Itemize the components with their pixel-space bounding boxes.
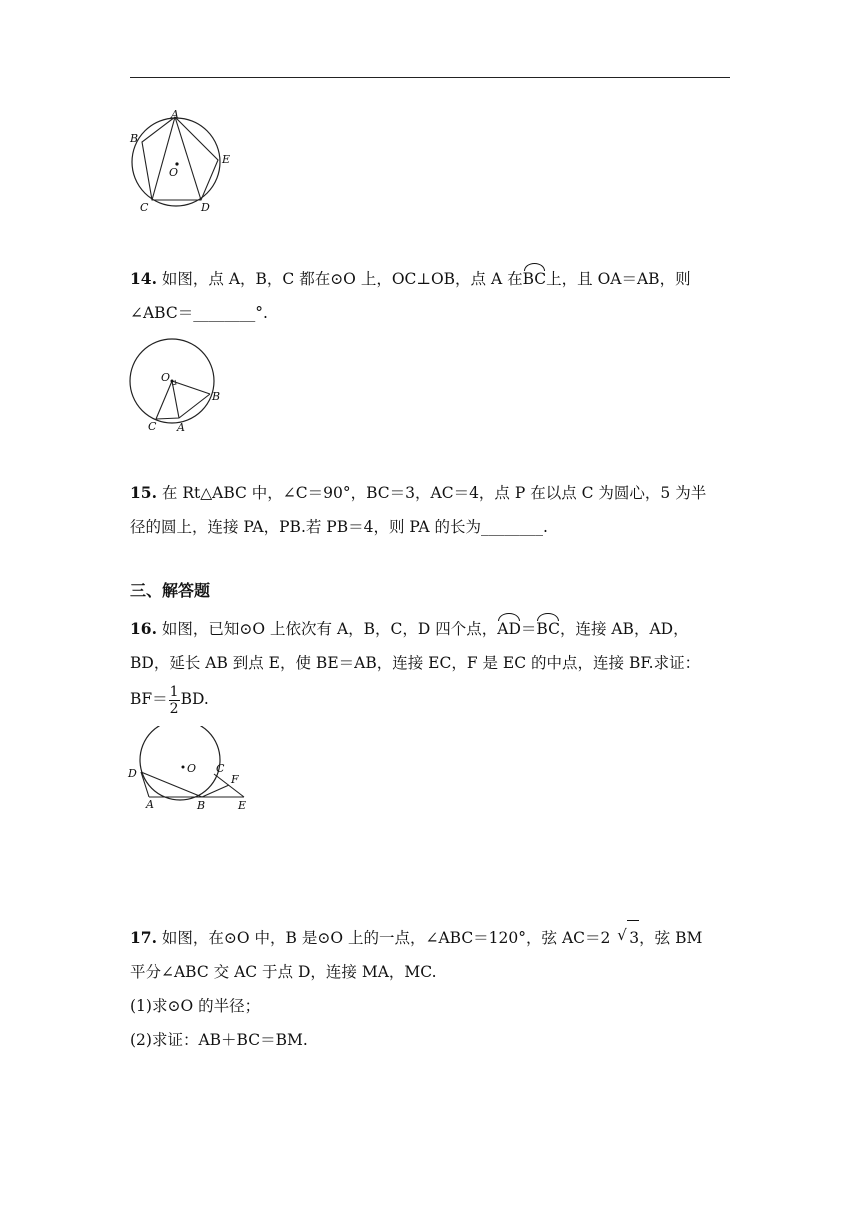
label-a: A (177, 421, 185, 434)
question-14 (130, 262, 730, 330)
fraction-numerator: 1 (169, 683, 179, 700)
arc-ad: AD (497, 612, 521, 646)
label-c: C (140, 201, 149, 214)
figure-circle-pentagon (126, 104, 246, 216)
q15-line2: 径的圆上，连接 PA，PB.若 PB＝4，则 PA 的长为________. (130, 518, 548, 536)
label-b: B (212, 390, 221, 403)
sqrt-three: √ 3 (627, 920, 639, 955)
arc-bc: BC (523, 262, 547, 296)
label-b: B (130, 132, 139, 145)
question-number: 16. (130, 619, 157, 638)
label-a: A (146, 798, 154, 810)
fraction-denominator: 2 (169, 700, 179, 717)
label-b: B (197, 799, 206, 810)
q16-text-part1: 如图，已知⊙O 上依次有 A，B，C，D 四个点， (156, 620, 498, 638)
fraction-one-half (169, 684, 180, 717)
header-rule (130, 77, 730, 78)
label-e: E (238, 799, 247, 810)
q17-text-part1: 如图，在⊙O 中，B 是⊙O 上的一点，∠ABC＝120°，弦 AC＝2 (156, 929, 616, 947)
q16-text-part2: ，连接 AB，AD， (559, 620, 689, 638)
q17-text-part2: ，弦 BM (639, 929, 703, 947)
label-f: F (231, 773, 239, 786)
label-d: D (128, 767, 137, 780)
label-d: D (201, 201, 210, 214)
q14-text-part1: 如图，点 A，B，C 都在⊙O 上，OC⊥OB，点 A 在 (156, 270, 523, 288)
question-17 (130, 920, 730, 1057)
arc-bc: BC (536, 612, 560, 646)
q16-line3-start: BF＝ (130, 690, 168, 708)
q16-line3-end: BD. (180, 690, 209, 708)
question-15 (130, 476, 730, 544)
label-o: O (169, 166, 179, 179)
figure-circle-oab (126, 336, 238, 440)
label-e: E (222, 153, 231, 166)
question-number: 14. (130, 269, 157, 288)
label-c: C (148, 420, 157, 433)
section-heading: 三、解答题 (130, 581, 211, 600)
q16-line2: BD，延长 AB 到点 E，使 BE＝AB，连接 EC，F 是 EC 的中点，连接 BF.求证： (130, 654, 701, 672)
q17-line2: 平分∠ABC 交 AC 于点 D，连接 MA，MC. (130, 963, 437, 981)
q14-line2: ∠ABC＝________°. (130, 304, 268, 322)
figure-circle-dbe (126, 726, 258, 810)
label-o: O (187, 762, 197, 775)
label-o: O (161, 371, 171, 384)
q15-line1: 在 Rt△ABC 中，∠C＝90°，BC＝3，AC＝4，点 P 在以点 C 为圆心，5 为半 (156, 484, 707, 502)
question-number: 15. (130, 483, 157, 502)
q17-part1: (1)求⊙O 的半径； (130, 997, 261, 1015)
question-number: 17. (130, 928, 157, 947)
q17-part2: (2)求证：AB＋BC＝BM. (130, 1031, 308, 1049)
equals-sign: ＝ (520, 620, 537, 638)
label-c: C (216, 762, 225, 775)
question-16 (130, 612, 730, 717)
q14-text-part2: 上，且 OA＝AB，则 (546, 270, 691, 288)
label-a: A (171, 108, 179, 121)
